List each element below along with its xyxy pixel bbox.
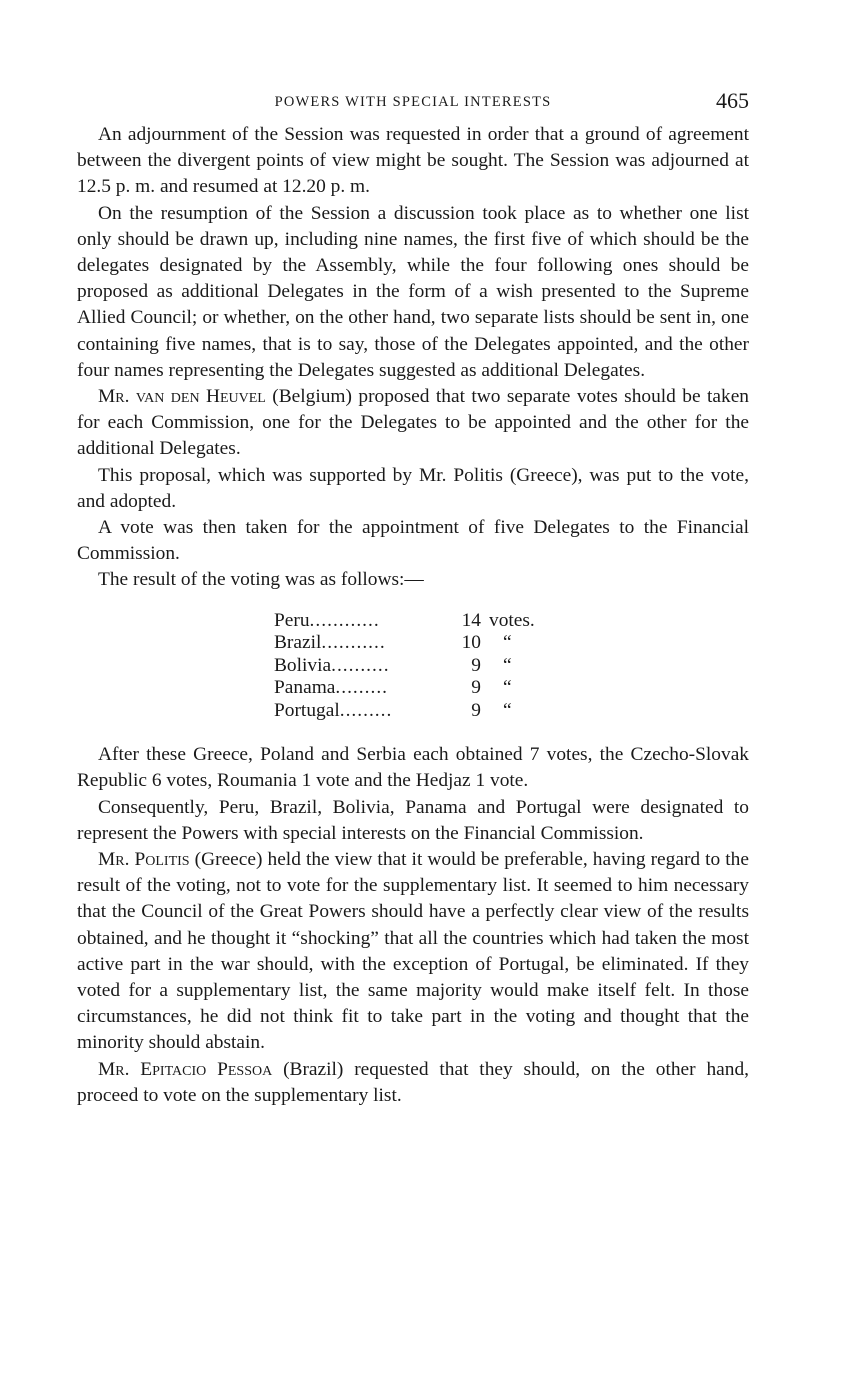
page-number: 465 — [716, 88, 749, 113]
country-cell: Bolivia.......... — [274, 654, 390, 676]
unit-cell: votes. — [489, 609, 535, 631]
paragraph-text: (Belgium) proposed that two separate votes should be taken for each Commission, one for the Delegates to be appointed and the other for the additional Delegates. — [77, 386, 749, 460]
votes-cell: 9 — [471, 654, 481, 676]
paragraph-voting-result-intro: The result of the voting was as follows:— — [98, 569, 424, 591]
votes-cell: 9 — [471, 677, 481, 699]
country-cell: Peru............ — [274, 609, 380, 631]
table-row — [274, 655, 535, 678]
votes-table — [274, 610, 535, 723]
speaker-name: Mr. Epitacio Pessoa — [98, 1058, 273, 1080]
speaker-name: Mr. Politis — [98, 848, 190, 870]
paragraph-adjournment: An adjournment of the Session was requested in order that a ground of agreement between the divergent points of view might be sought. The Session was adjourned at 12.5 p. m. and resumed at 12.20 p. m. — [77, 124, 749, 198]
votes-cell: 10 — [461, 632, 481, 654]
ditto-mark: “ — [503, 632, 512, 654]
table-row — [274, 677, 535, 700]
paragraph-other-results: After these Greece, Poland and Serbia each obtained 7 votes, the Czecho-Slovak Republic 6 votes, Roumania 1 vote and the Hedjaz 1 vote. — [77, 744, 749, 792]
running-title: POWERS WITH SPECIAL INTERESTS — [274, 94, 552, 110]
ditto-mark: “ — [503, 699, 512, 721]
paragraph-designated: Consequently, Peru, Brazil, Bolivia, Panama and Portugal were designated to represent the Powers with special interests on the Financial Commission. — [77, 796, 749, 844]
table-row — [274, 632, 535, 655]
paragraph-politis — [77, 847, 749, 1057]
votes-cell: 14 — [461, 609, 481, 631]
running-head — [77, 88, 749, 122]
votes-cell: 9 — [471, 699, 481, 721]
paragraph-resumption: On the resumption of the Session a discussion took place as to whether one list only should be drawn up, including nine names, the first five of which should be the delegates designated by the Assembly, while the four following ones should be proposed as additional Delegates in the form of a wish presented to the Supreme Allied Council; or whether, on the other hand, two separate lists should be sent in, one containing five names, that is to say, those of the Delegates appointed, and the other four names representing the Delegates suggested as additional Delegates. — [77, 202, 749, 381]
country-cell: Portugal......... — [274, 699, 393, 721]
body-text — [77, 122, 749, 1109]
speaker-name: Mr. van den Heuvel — [98, 386, 266, 408]
paragraph-epitacio-pessoa — [77, 1057, 749, 1109]
paragraph-text: (Brazil) requested that they should, on the other hand, proceed to vote on the supplementary list. — [77, 1058, 749, 1106]
paragraph-vote-taken: A vote was then taken for the appointment of five Delegates to the Financial Commission. — [77, 517, 749, 565]
paragraph-van-den-heuvel — [77, 384, 749, 463]
country-cell: Panama......... — [274, 677, 389, 699]
ditto-mark: “ — [503, 677, 512, 699]
table-row — [274, 610, 535, 633]
country-cell: Brazil........... — [274, 632, 386, 654]
page — [77, 88, 749, 1109]
ditto-mark: “ — [503, 654, 512, 676]
paragraph-text: (Greece) held the view that it would be preferable, having regard to the result of the voting, not to vote for the supplementary list. It seemed to him necessary that the Council of the Great Powers should have a perfectly clear view of the results obtained, and he thought it “shocking” that all the countries which had taken the most active part in the war should, with the exception of Portugal, be eliminated. If they voted for a supplementary list, the same majority would make itself felt. In those circumstances, he did not think fit to take part in the voting and thought that the minority should abstain. — [77, 848, 749, 1054]
paragraph-proposal-adopted: This proposal, which was supported by Mr. Politis (Greece), was put to the vote, and adopted. — [77, 464, 749, 512]
table-row — [274, 700, 535, 723]
